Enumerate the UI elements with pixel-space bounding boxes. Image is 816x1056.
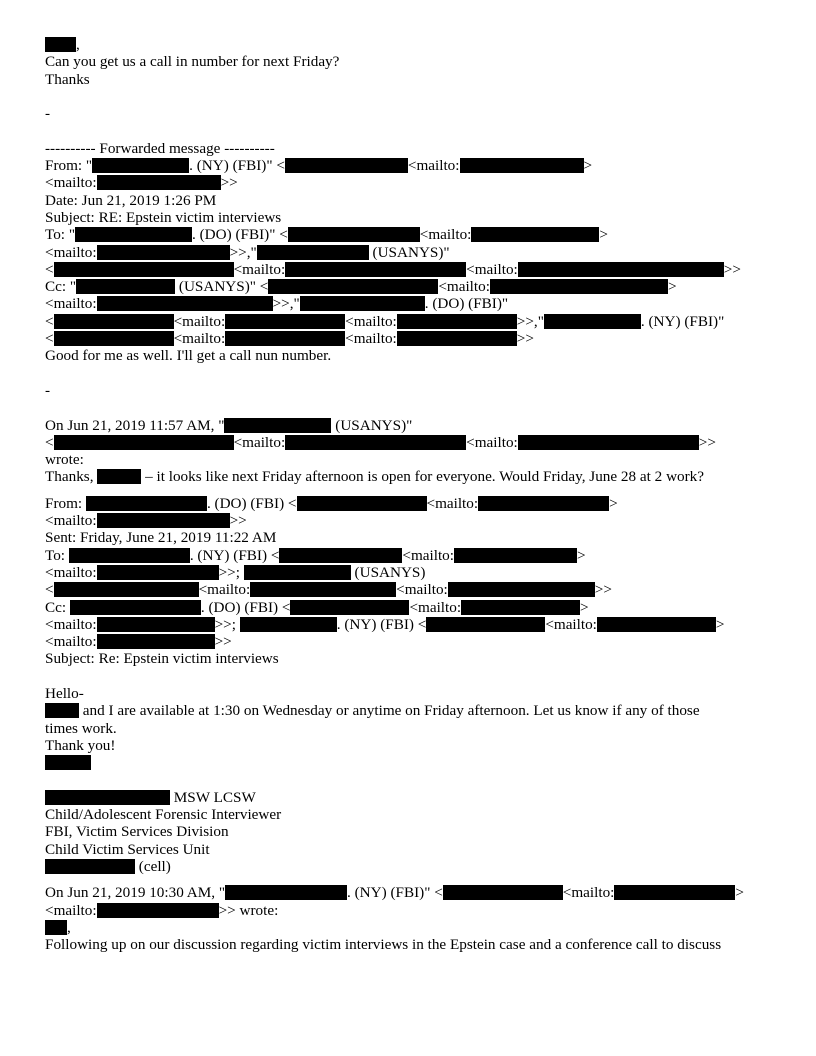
signature-division: FBI, Victim Services Division xyxy=(45,823,229,841)
redaction-block xyxy=(54,331,174,346)
redaction-block xyxy=(97,245,230,260)
signature-unit: Child Victim Services Unit xyxy=(45,840,210,858)
to-line: To: " . (DO) (FBI)" < <mailto: > xyxy=(45,226,608,244)
body-text: Thanks xyxy=(45,70,90,88)
redaction-block xyxy=(290,600,409,615)
signature-cell: (cell) xyxy=(45,858,805,875)
signature-title: Child/Adolescent Forensic Interviewer xyxy=(45,806,282,824)
body-text: Thanks, – it looks like next Friday afternoon is open for everyone. Would Friday, June 28 at 2 work? xyxy=(45,468,705,486)
mailto-line: <mailto: >> xyxy=(45,512,247,530)
redaction-block xyxy=(69,548,190,563)
redaction-block xyxy=(225,885,347,900)
redaction-block xyxy=(45,755,91,770)
redaction-block xyxy=(225,331,345,346)
mailto-line: < <mailto: <mailto: >> xyxy=(45,260,741,278)
redaction-block xyxy=(614,885,735,900)
mailto-line: < <mailto: <mailto: >> xyxy=(45,581,612,599)
redaction-block xyxy=(45,703,79,718)
signature-name: MSW LCSW xyxy=(45,789,805,806)
on-wrote-line: On Jun 21, 2019 10:30 AM, " . (NY) (FBI)" < <mailto: > xyxy=(45,884,744,902)
sent-line: Sent: Friday, June 21, 2019 11:22 AM xyxy=(45,529,277,547)
redaction-block xyxy=(92,158,189,173)
redaction-block xyxy=(240,617,337,632)
body-text: Can you get us a call in number for next Friday? xyxy=(45,53,340,71)
redaction-block xyxy=(288,227,420,242)
mailto-line: <mailto: >> xyxy=(45,633,232,651)
redaction-block xyxy=(86,496,207,511)
redaction-block xyxy=(75,227,192,242)
mailto-line: <mailto: >>; (USANYS) xyxy=(45,563,426,581)
redaction-block xyxy=(54,582,199,597)
redaction-block xyxy=(461,600,580,615)
body-text: Thank you! xyxy=(45,736,116,754)
redaction-block xyxy=(544,314,641,329)
redaction-block xyxy=(45,790,170,805)
redaction-block xyxy=(285,262,466,277)
redaction-block xyxy=(97,175,221,190)
redaction-block xyxy=(426,617,545,632)
body-text: Good for me as well. I'll get a call nun number. xyxy=(45,347,332,365)
redaction-block xyxy=(443,885,563,900)
subject-line: Subject: Re: Epstein victim interviews xyxy=(45,650,279,668)
greeting-line: , xyxy=(45,36,805,53)
mailto-line: <mailto: >> xyxy=(45,174,238,192)
redaction-block xyxy=(454,548,577,563)
greeting-line: , xyxy=(45,919,805,936)
redaction-block xyxy=(478,496,609,511)
redaction-block xyxy=(45,37,76,52)
redaction-block xyxy=(448,582,595,597)
dash-separator: - xyxy=(45,381,51,399)
redaction-block xyxy=(97,903,219,918)
subject-line: Subject: RE: Epstein victim interviews xyxy=(45,208,282,226)
redaction-block xyxy=(397,331,517,346)
signoff-line xyxy=(45,754,805,771)
mailto-line: <mailto: >>," . (DO) (FBI)" xyxy=(45,295,509,313)
mailto-line: <mailto: >> wrote: xyxy=(45,901,279,919)
email-thread xyxy=(45,36,805,953)
mailto-line: <mailto: >>; . (NY) (FBI) < <mailto: > xyxy=(45,615,725,633)
redaction-block xyxy=(70,600,201,615)
redaction-block xyxy=(268,279,438,294)
body-text: Following up on our discussion regarding victim interviews in the Epstein case and a conference call to discuss xyxy=(45,936,722,954)
redaction-block xyxy=(285,435,466,450)
body-text: and I are available at 1:30 on Wednesday or anytime on Friday afternoon. Let us know if any of those xyxy=(45,702,805,719)
wrote-label: wrote: xyxy=(45,451,84,469)
redaction-block xyxy=(490,279,668,294)
redaction-block xyxy=(97,513,230,528)
dash-separator: - xyxy=(45,105,51,123)
redaction-block xyxy=(244,565,351,580)
mailto-line: < <mailto: <mailto: >> xyxy=(45,433,716,451)
date-line: Date: Jun 21, 2019 1:26 PM xyxy=(45,191,217,209)
on-wrote-line: On Jun 21, 2019 11:57 AM, " (USANYS)" xyxy=(45,416,413,434)
redaction-block xyxy=(250,582,396,597)
redaction-block xyxy=(76,279,175,294)
redaction-block xyxy=(97,617,215,632)
redaction-block xyxy=(597,617,716,632)
cc-line: Cc: " (USANYS)" < <mailto: > xyxy=(45,278,677,296)
redaction-block xyxy=(225,314,345,329)
mailto-line: <mailto: >>," (USANYS)" xyxy=(45,243,450,261)
redaction-block xyxy=(397,314,517,329)
redaction-block xyxy=(285,158,408,173)
redaction-block xyxy=(257,245,369,260)
to-line: To: . (NY) (FBI) < <mailto: > xyxy=(45,546,586,564)
redaction-block xyxy=(97,296,273,311)
redaction-block xyxy=(297,496,427,511)
redaction-block xyxy=(54,314,174,329)
redaction-block xyxy=(97,565,219,580)
from-line: From: . (DO) (FBI) < <mailto: > xyxy=(45,494,618,512)
cc-line: Cc: . (DO) (FBI) < <mailto: > xyxy=(45,598,589,616)
redaction-block xyxy=(518,262,724,277)
redaction-block xyxy=(97,469,141,484)
forwarded-separator: ---------- Forwarded message ---------- xyxy=(45,139,275,157)
body-text: times work. xyxy=(45,719,117,737)
redaction-block xyxy=(518,435,699,450)
mailto-line: < <mailto: <mailto: >> xyxy=(45,330,534,348)
redaction-block xyxy=(471,227,599,242)
body-text: Hello- xyxy=(45,684,84,702)
redaction-block xyxy=(54,435,234,450)
redaction-block xyxy=(279,548,402,563)
redaction-block xyxy=(97,634,215,649)
redaction-block xyxy=(45,859,135,874)
from-line: From: " . (NY) (FBI)" < <mailto: > xyxy=(45,157,593,175)
redaction-block xyxy=(460,158,584,173)
redaction-block xyxy=(45,920,67,935)
redaction-block xyxy=(300,296,425,311)
mailto-line: < <mailto: <mailto: >>," . (NY) (FBI)" xyxy=(45,312,725,330)
redaction-block xyxy=(224,418,331,433)
redaction-block xyxy=(54,262,234,277)
